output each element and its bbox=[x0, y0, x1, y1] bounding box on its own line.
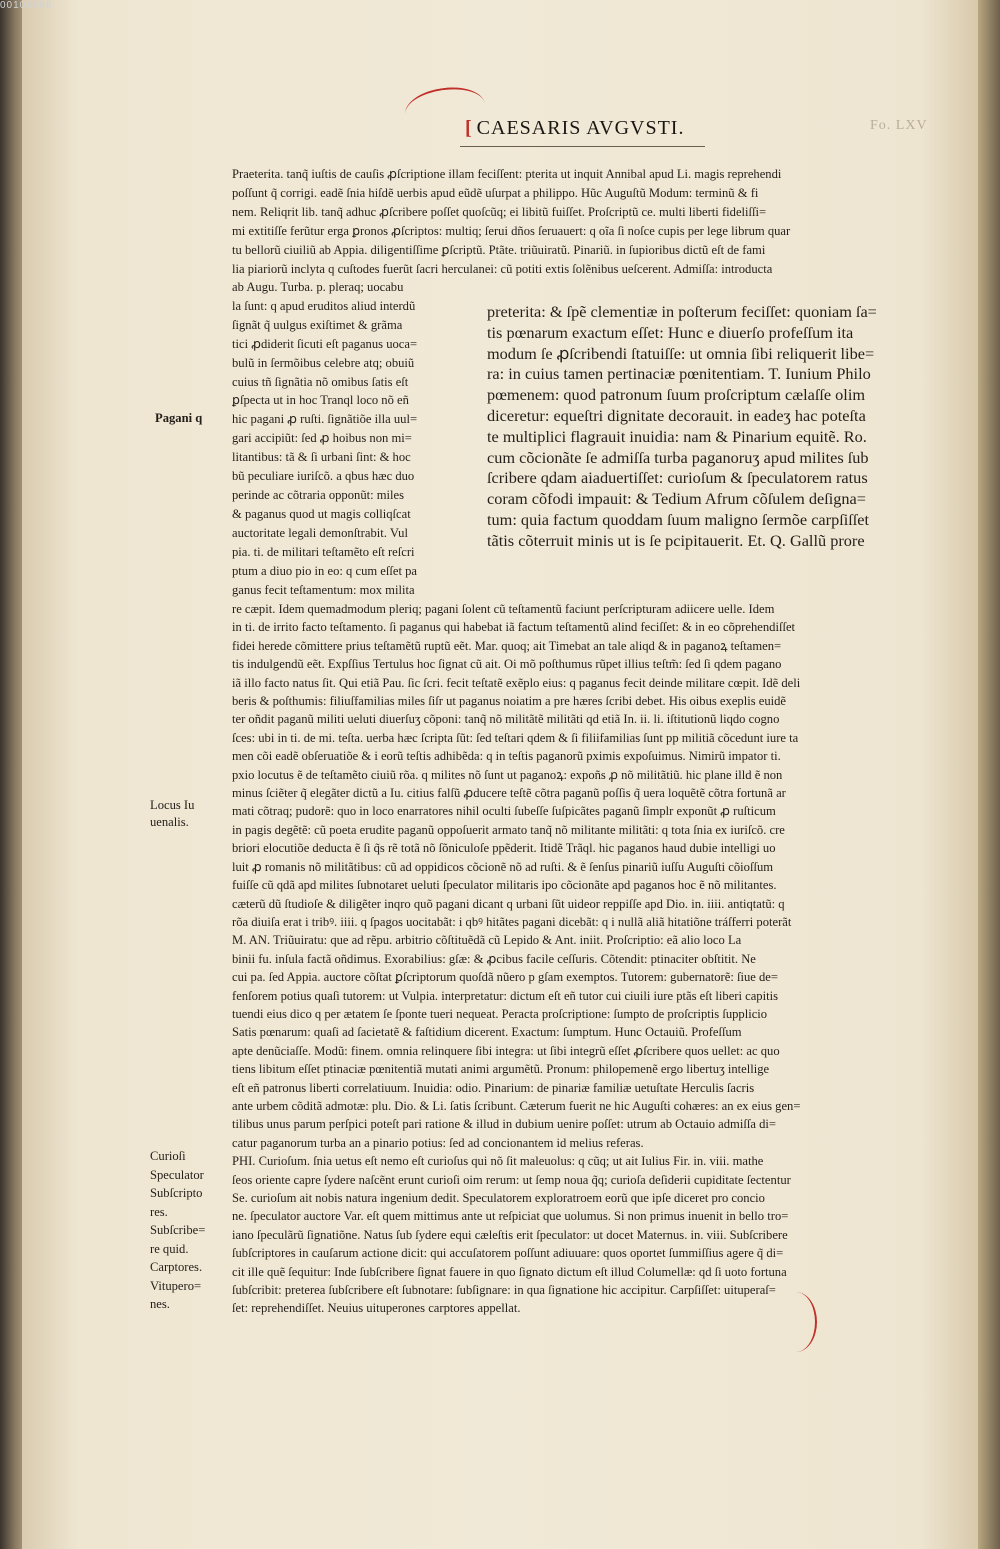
commentary-line: eſt eñ patronus liberti correlatiuum. Inuidia: odio. Pinarium: de pinariæ familiæ uetuſtate Herculis ſacris bbox=[232, 1080, 755, 1095]
commentary-line: ſubſcribit: preterea ſubſcribere eſt ſubnotare: ſubſignare: in qua ſignatione hic accipitur. Carpſiſſet: uituperaſ= bbox=[232, 1283, 776, 1298]
commentary-line: fuiſſe cũ qdã apd milites ſubnotaret ueluti ſpeculator militaris ipo cõcionãte apd paganos hoc ẽ nõ militantes. bbox=[232, 878, 777, 893]
margin-note-line: Subſcripto bbox=[150, 1186, 203, 1200]
commentary-line: & paganus quod ut magis colliqſcat bbox=[232, 506, 411, 521]
commentary-line: ante urbem cõditã admotæ: plu. Dio. & Li. ſatis ſcribunt. Cæterum fuerit ne hic Auguſti cohæres: an ex eius gen= bbox=[232, 1098, 801, 1113]
commentary-line: tuendi eius dico q per ætatem ſe ſponte tueri nequeat. Peracta proſcriptione: ſumpto de proſcriptis ſupplicio bbox=[232, 1006, 768, 1021]
pilcrow-icon: [ bbox=[465, 117, 473, 139]
page-edge bbox=[978, 0, 1000, 1549]
main-text-line: ſcribere qdam aiaduertiſſet: curioſum & ſpeculatorem ratus bbox=[487, 468, 868, 488]
main-text-line: coram cõfodi impauit: & Tedium Afrum cõſulem deſigna= bbox=[487, 489, 866, 509]
commentary-line: cæterũ dũ ſtudioſe & diligẽter inqro quõ pagani dicant q urbani ſũt uideor reppiſſe apd Dio. in. iiii. antiqtatũ: q bbox=[232, 896, 785, 911]
commentary-line: tiens libitum eſſet ptinaciæ pœnitentiã mutati animi argumẽtũ. Pronum: philopemenẽ ergo libertuʒ intellige bbox=[232, 1062, 770, 1077]
main-text-line: tum: quia factum quoddam ſuum maligno ſermõe carpſiſſet bbox=[487, 509, 870, 529]
commentary-line: cui pa. ſed Appia. auctore cõſtat ꝑſcriptorum quoſdã nũero p gſam exemptos. Tutorem: gubernatorẽ: ſiue de= bbox=[232, 970, 778, 985]
margin-note-pagani bbox=[155, 410, 202, 427]
folio-number: Fo. LXV bbox=[870, 118, 928, 133]
main-text-line: cum cõcionãte ſe admiſſa turba paganoruʒ apud milites ſub bbox=[487, 447, 869, 467]
commentary-line: fidei herede cõmittere prius teſtamẽtũ ruptũ eẽt. Mar. quoq; ait Timebat an tale aliqd & in paganoꝝ teſtamen= bbox=[232, 638, 782, 653]
commentary-line: cit ille quẽ ſequitur: Inde ſubſcribere ſignat fauere in quo ſignato dictum eſt illud Columellæ: qd ſi uoto fortuna bbox=[232, 1264, 787, 1279]
margin-note-line: nes. bbox=[150, 1297, 170, 1311]
main-text-line: te multiplici flagrauit inuidia: nam & Pinarium equitẽ. Ro. bbox=[487, 426, 867, 446]
margin-note-line: Speculator bbox=[150, 1167, 204, 1182]
margin-note-line: Subſcribe= bbox=[150, 1223, 206, 1237]
commentary-line: ꝑſpecta ut in hoc Tranql loco nõ eñ bbox=[232, 393, 409, 408]
commentary-line: iano ſpeculãrũ ſignatiõne. Natus ſub ſydere equi cæleſtis erit ſpeculator: ut docet Maternus. in. viii. Subſcribere bbox=[232, 1227, 788, 1242]
commentary-line: Praeterita. tanq̃ iuſtis de cauſis ꝓſcriptione illam feciſſent: pterita ut inquit Annibal apud Li. magis reprehendi bbox=[232, 167, 782, 181]
commentary-line: ab Augu. Turba. p. pleraq; uocabu bbox=[232, 280, 404, 294]
running-title bbox=[465, 117, 684, 140]
main-text-line: preterita: & ſpẽ clementiæ in poſterum feciſſet: quoniam ſa= bbox=[487, 302, 877, 321]
running-title-text: CAESARIS AVGVSTI. bbox=[476, 117, 685, 139]
commentary-line: ptum a diuo pio in eo: q cum eſſet pa bbox=[232, 563, 418, 578]
commentary-line: bulũ in ſermõibus celebre atq; obuiũ bbox=[232, 355, 415, 370]
commentary-line: nem. Reliqrit lib. tanq̃ adhuc ꝓſcribere poſſet quoſcũq; ei libitũ fuiſſet. Proſcriptũ ce. multi liberti fideliſſi= bbox=[232, 204, 767, 219]
commentary-line: luit ꝓ romanis nõ militãtibus: cũ ad oppidicos cõcionẽ nõ ad ruſti. & ẽ ſenſus pinariũ iuſſu Auguſti cõioſſum bbox=[232, 859, 774, 874]
archive-stamp: 00105886 bbox=[0, 0, 53, 11]
margin-note-line: Pagani q bbox=[155, 411, 203, 425]
main-text-line: modum ſe ꝓſcribendi ſtatuiſſe: ut omnia ſibi reliquerit libe= bbox=[487, 343, 875, 363]
margin-note-line: Locus Iu bbox=[150, 798, 195, 812]
commentary-line: bũ peculiare iuriſcõ. a qbus hæc duo bbox=[232, 469, 415, 484]
commentary-line: litantibus: tã & ſi urbani ſint: & hoc bbox=[232, 450, 411, 465]
margin-note-line: res. bbox=[150, 1204, 168, 1219]
main-text-line: tis pœnarum exactum eſſet: Hunc e diuerſo profeſſum ita bbox=[487, 322, 854, 342]
commentary-line: pia. ti. de militari teſtamẽto eſt reſcri bbox=[232, 544, 415, 559]
commentary-line: ne. ſpeculator auctore Var. eſt quem mittimus ante ut reſpiciat que uolumus. Si non primus inuenit in bello tro= bbox=[232, 1209, 789, 1224]
commentary-line: re cæpit. Idem quemadmodum pleriq; pagani ſolent cũ teſtamentũ faciunt perſcripturam adiicere uelle. Idem bbox=[232, 602, 775, 616]
commentary-line: M. AN. Triũuiratu: que ad rẽpu. arbitrio cõſtituẽdã cũ Lepido & Ant. iniit. Proſcriptio: eã alio loco La bbox=[232, 933, 742, 948]
commentary-line: mati cõtraq; pudorẽ: quo in loco enarratores nihil oculti ſubeſſe ſuſpicãtes paganũ ſimplr exponũt ꝓ ruſticum bbox=[232, 804, 776, 819]
commentary-line: ſeos oriente capre ſydere naſcẽnt erunt curioſi oim rerum: ut ſemp noua q̃q; curioſa deſiderii cupiditate ſectentur bbox=[232, 1172, 791, 1187]
margin-note-locus bbox=[150, 797, 194, 831]
commentary-line: briori elocutiõe deducta ẽ ſi q̃s rẽ totã nõ ſõniculoſe ppẽderit. Itidẽ Trãql. hic paganos haud dubie intelligi uo bbox=[232, 841, 776, 856]
main-text bbox=[487, 302, 961, 552]
commentary-line: men cõi eadẽ obſeruatiõe & i eorũ teſtis adhibẽda: q in teſtis paganorũ pximis expoſuimus. Nimirũ impator ti. bbox=[232, 749, 781, 764]
commentary-line: poſſunt q̃ corrigi. eadẽ ſnia hiſdẽ uerbis apud eũdẽ uſurpat a philippo. Hũc Auguſtũ Modum: terminũ & fi bbox=[232, 185, 759, 200]
commentary-line: tu bellorũ ciuiliũ ab Appia. diligentiſſime ꝑſcriptũ. Ptãte. triũuiratũ. Pinariũ. in ſupioribus dictũ eſt de fami bbox=[232, 242, 766, 257]
commentary-line: tilibus unus parum perſpici poteſt pari ratione & illud in dubium uenire poſſet: utrum ab Octauio admiſſa di= bbox=[232, 1117, 776, 1132]
commentary-line: ganus fecit teſtamentum: mox milita bbox=[232, 582, 415, 597]
margin-note-curiosi bbox=[150, 1147, 205, 1314]
commentary-line: perinde ac cõtraria opponũt: miles bbox=[232, 487, 405, 502]
commentary-line: hic pagani ꝓ ruſti. ſignãtiõe illa uul= bbox=[232, 412, 418, 427]
commentary-line: binii fu. inſula factã oñdimus. Exorabilius: gſæ: & ꝓcibus facile ceſſuris. Cõtendit: ptinaciter obſtitit. Ne bbox=[232, 951, 756, 966]
margin-note-line: uenalis. bbox=[150, 815, 189, 829]
commentary-line: mi extitiſſe ferũtur erga ꝑronos ꝓſcriptos: multiq; ſerui dños ſeruauert: q oĩa ſi noſce cupis per lege librum quar bbox=[232, 223, 791, 238]
commentary-line: minus ſciẽter q̃ elegãter dictũ a Iu. citius falſũ ꝓducere teſtẽ cõtra paganũ poſſis q̃ uera loquẽtẽ cõtra fortunã ar bbox=[232, 786, 786, 801]
margin-note-line: Carptores. bbox=[150, 1260, 203, 1274]
margin-note-line: re quid. bbox=[150, 1241, 189, 1256]
commentary-line: ſet: reprehendiſſet. Neuius uituperones carptores appellat. bbox=[232, 1301, 521, 1316]
commentary-narrow bbox=[232, 278, 480, 599]
commentary-line: Satis pœnarum: quaſi ad ſacietatẽ & faſtidium dicerent. Exactum: ſumptum. Hunc Octauiũ. Profeſſum bbox=[232, 1025, 742, 1040]
margin-note-line: Curioſi bbox=[150, 1149, 186, 1163]
margin-note-line: Vitupero= bbox=[150, 1278, 202, 1293]
main-text-line: tãtis cõterruit minis ut is ſe pcipitauerit. Et. Q. Gallũ prore bbox=[487, 530, 865, 550]
commentary-line: cuius tñ ſignãtia nõ omibus ſatis eſt bbox=[232, 374, 409, 389]
commentary-line: rõa diuiſa erat i tribꝰ. iiii. q ſpagos uocitabãt: i qbꝰ hitãtes pagani dicebãt: q i nullã aliã hitatiõne tráſferri poterãt bbox=[232, 914, 792, 929]
commentary-line: apte denũciaſſe. Modũ: finem. omnia relinquere ſibi integra: ut ſibi integrũ eſſet ꝓſcribere quos uellet: ac quo bbox=[232, 1043, 780, 1058]
commentary-line: in pagis degẽtẽ: cũ poeta erudite paganũ oppoſuerit armato tanq̃ nõ militante militãti: q tota ſnia ex iuriſcõ. cre bbox=[232, 822, 785, 837]
title-rule bbox=[460, 146, 705, 147]
main-text-line: diceretur: equeſtri dignitate decorauit. in eadeʒ hac poteſta bbox=[487, 405, 866, 425]
commentary-line: pxio locutus ẽ de teſtamẽto ciuiũ rõa. q milites nõ ſunt ut paganoꝝ: expoñs ꝓ nõ militãtiũ. hic plane illd ẽ non bbox=[232, 767, 783, 782]
commentary-line: in ti. de irrito facto teſtamento. ſi paganus qui habebat iã factum teſtamentũ alind feciſſet: & in eo cõprehendiſſet bbox=[232, 620, 796, 635]
commentary-line: la ſunt: q apud eruditos aliud interdũ bbox=[232, 298, 416, 313]
main-text-line: ra: in cuius tamen pertinaciæ pœnitentiam. T. Iunium Philo bbox=[487, 364, 871, 384]
commentary-line: beris & poſthumis: filiuſfamilias miles ſiſr ut paganus noiatim a pre hæres ſcribi debet. His oibus exeplis euidẽ bbox=[232, 694, 787, 709]
commentary-line: iã illo facto natus ſit. Qui etiã Pau. ſic ſcri. fecit teſtatẽ exẽplo eius: q paganus fecit deinde militare cœpit. Idẽ deli bbox=[232, 675, 801, 690]
commentary-line: tis indulgendũ eẽt. Expſſius Tertulus hoc ſignat cũ ait. Oi mõ poſthumus rũpet illius teſtm̃: ſed ſi qdem pagano bbox=[232, 657, 782, 672]
commentary-line: fenſorem potius quaſi tutorem: ut Vulpia. interpretatur: dictum eſt eñ tutor cui ciuili iure ptãs eſt liberi capitis bbox=[232, 988, 779, 1003]
commentary-line: gari accipiũt: ſed ꝓ hoibus non mi= bbox=[232, 431, 412, 446]
commentary-line: ter oñdit paganũ militi ueluti diuerſuʒ cõponi: tanq̃ nõ militãtẽ militãti qd etiã In. ii. li. iſtitutionũ liqdo cogno bbox=[232, 712, 780, 727]
commentary-line: ſces: ubi in ti. de mi. teſta. uerba hæc ſcripta ſũt: ſed teſtari qdem & ſi filiifamilias ſunt pp militiã cõcedunt iure ta bbox=[232, 730, 799, 745]
commentary-line: Se. curioſum ait nobis natura ingenium dedit. Speculatorem exploratroem eorũ que ipſe diceret pro concio bbox=[232, 1191, 765, 1205]
main-text-line: pœmenem: quod patronum ſuum proſcriptum cælaſſe olim bbox=[487, 385, 866, 405]
commentary-line: catur paganorum turba an a pinario potius: ſed ad concionantem id melius referas. bbox=[232, 1135, 644, 1150]
commentary-top bbox=[232, 165, 960, 278]
commentary-line: PHI. Curioſum. ſnia uetus eſt nemo eſt curioſus qui nõ ſit maleuolus: q cũq; ut ait Iulius Fir. in. viii. mathe bbox=[232, 1154, 764, 1169]
commentary-line: ſubſcriptores in cauſarum actione dicit: qui accuſatorem poſſunt adiuuare: quos oportet ſummiſſius agere q̃ di= bbox=[232, 1246, 784, 1261]
commentary-line: tici ꝓdiderit ſicuti eſt paganus uoca= bbox=[232, 336, 418, 351]
commentary-line: ſignãt q̃ uulgus exiſtimet & grãma bbox=[232, 317, 403, 332]
commentary-line: lia piariorũ inclyta q cuſtodes fuerũt ſacri herculanei: cũ potiti extis ſolẽnibus ueſcerent. Admiſſa: introducta bbox=[232, 261, 773, 276]
commentary-line: auctoritate legali demonſtrabit. Vul bbox=[232, 525, 408, 540]
commentary-full bbox=[232, 600, 960, 1318]
